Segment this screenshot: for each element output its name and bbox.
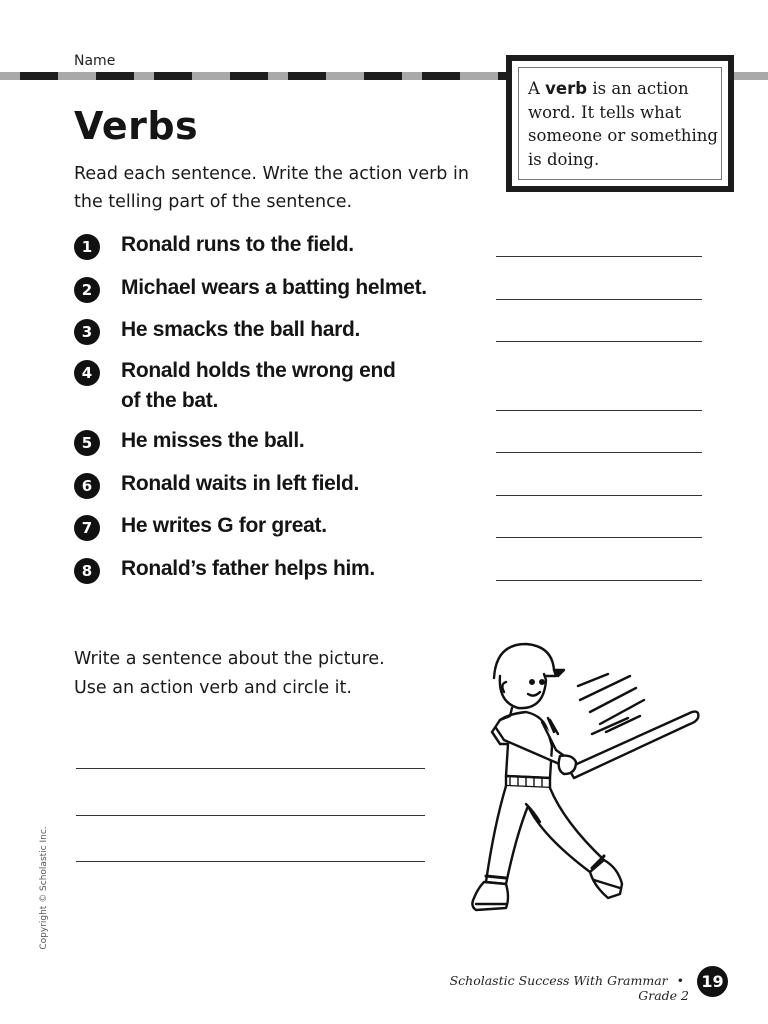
- item-sentence-line-1: Ronald waits in left field.: [121, 472, 360, 495]
- item-sentence-line-1: Ronald’s father helps him.: [121, 557, 375, 580]
- item-sentence: [121, 230, 481, 260]
- instructions: Read each sentence. Write the action verb in the telling part of the sentence.: [74, 164, 469, 212]
- item-sentence-line-1: Ronald holds the wrong end: [121, 359, 396, 382]
- definition-box: [506, 55, 734, 192]
- definition-prefix: A: [528, 79, 546, 98]
- item-number-badge: 7: [74, 515, 100, 541]
- picture-prompt: [74, 645, 474, 703]
- item-sentence: [121, 511, 481, 541]
- item-sentence-line-2: of the bat.: [121, 389, 219, 412]
- item-number-badge: 8: [74, 558, 100, 584]
- name-label: Name: [74, 53, 116, 69]
- item-number-badge: 6: [74, 473, 100, 499]
- page-title: Verbs: [74, 104, 199, 148]
- definition-rest: is an action word. It tells what someone or something is doing.: [528, 79, 718, 169]
- footer-book-title: Scholastic Success With Grammar: [449, 973, 668, 988]
- item-sentence-line-1: He writes G for great.: [121, 514, 327, 537]
- writing-line-3[interactable]: [76, 861, 425, 862]
- footer-separator: •: [676, 973, 684, 988]
- item-sentence: [121, 554, 481, 584]
- writing-line-1[interactable]: [76, 768, 425, 769]
- answer-line[interactable]: [496, 537, 702, 538]
- answer-line[interactable]: [496, 256, 702, 257]
- item-sentence: [121, 273, 481, 303]
- item-sentence-line-1: He misses the ball.: [121, 429, 305, 452]
- copyright-notice: Copyright © Scholastic Inc.: [39, 826, 49, 950]
- header-stripe-bar: [0, 72, 510, 80]
- picture-prompt-line-1: Write a sentence about the picture.: [74, 649, 385, 669]
- answer-line[interactable]: [496, 299, 702, 300]
- item-sentence-line-1: Ronald runs to the field.: [121, 233, 354, 256]
- exercise-item-4: [74, 356, 702, 420]
- item-number-badge: 1: [74, 234, 100, 260]
- definition-text: [528, 77, 728, 171]
- baseball-batter-illustration: [460, 636, 710, 926]
- item-number-badge: 3: [74, 319, 100, 345]
- item-number-badge: 5: [74, 430, 100, 456]
- definition-keyword: verb: [545, 79, 588, 98]
- answer-line[interactable]: [496, 495, 702, 496]
- answer-line[interactable]: [496, 452, 702, 453]
- item-sentence-line-1: Michael wears a batting helmet.: [121, 276, 427, 299]
- item-sentence: [121, 426, 481, 456]
- item-number-badge: 4: [74, 360, 100, 386]
- header-stripe-bar-right: [730, 72, 768, 80]
- item-sentence: [121, 469, 481, 499]
- item-sentence: [121, 356, 481, 416]
- answer-line[interactable]: [496, 580, 702, 581]
- page-number-badge: 19: [697, 966, 728, 997]
- writing-line-2[interactable]: [76, 815, 425, 816]
- footer-text: [436, 973, 689, 1003]
- item-sentence: [121, 315, 481, 345]
- footer-grade: Grade 2: [638, 988, 689, 1003]
- picture-prompt-line-2: Use an action verb and circle it.: [74, 678, 352, 698]
- answer-line[interactable]: [496, 410, 702, 411]
- item-sentence-line-1: He smacks the ball hard.: [121, 318, 361, 341]
- exercise-item-8: [74, 554, 702, 618]
- answer-line[interactable]: [496, 341, 702, 342]
- item-number-badge: 2: [74, 277, 100, 303]
